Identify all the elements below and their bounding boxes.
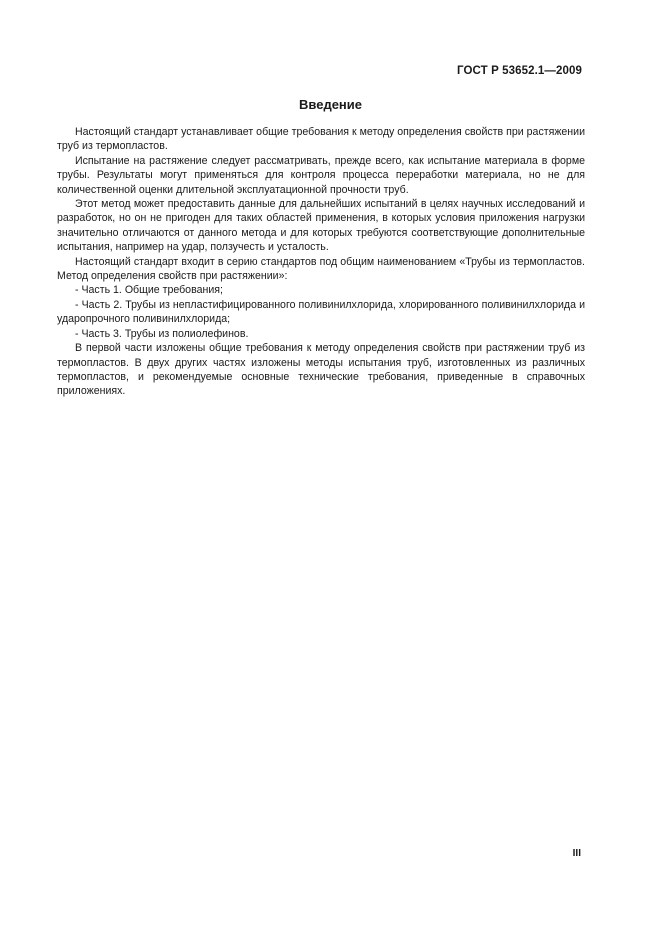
paragraph-series: Настоящий стандарт входит в серию стандартов под общим наименованием «Трубы из термопластов. Метод определения свойств при растяжении»:	[57, 255, 585, 283]
document-id: ГОСТ Р 53652.1—2009	[457, 65, 582, 77]
list-item-part-3: - Часть 3. Трубы из полиолефинов.	[75, 327, 249, 340]
paragraph-scope: Настоящий стандарт устанавливает общие требования к методу определения свойств при растяжении труб из термопластов.	[57, 126, 585, 153]
paragraph-summary: В первой части изложены общие требования к методу определения свойств при растяжении труб из термопластов. В двух других частях изложены методы испытания труб, изготовленных из различных термопластов, и рекомендуемые основные технические требования, приведенные в справочных приложениях.	[57, 342, 585, 398]
paragraph-test-nature: Испытание на растяжение следует рассматривать, прежде всего, как испытание материала в форме трубы. Результаты могут применяться для контроля процесса переработки материала, но не для количественной оценки длительной эксплуатационной прочности труб.	[57, 154, 585, 196]
section-title: Введение	[299, 97, 362, 112]
page-number: III	[572, 848, 581, 859]
introduction-body	[57, 125, 585, 399]
list-item-part-1: - Часть 1. Общие требования;	[75, 284, 223, 297]
paragraph-method-use: Этот метод может предоставить данные для дальнейших испытаний в целях научных исследований и разработок, но он не пригоден для таких областей применения, в которых условия приложения нагрузки значительно отличаются от данного метода и для которых требуются соответствующие дополнительные испытания, например на удар, ползучесть и усталость.	[57, 198, 585, 254]
list-item-part-2: - Часть 2. Трубы из непластифицированного поливинилхлорида, хлорированного поливинилхлорида и ударопрочного поливинилхлорида;	[57, 298, 585, 326]
